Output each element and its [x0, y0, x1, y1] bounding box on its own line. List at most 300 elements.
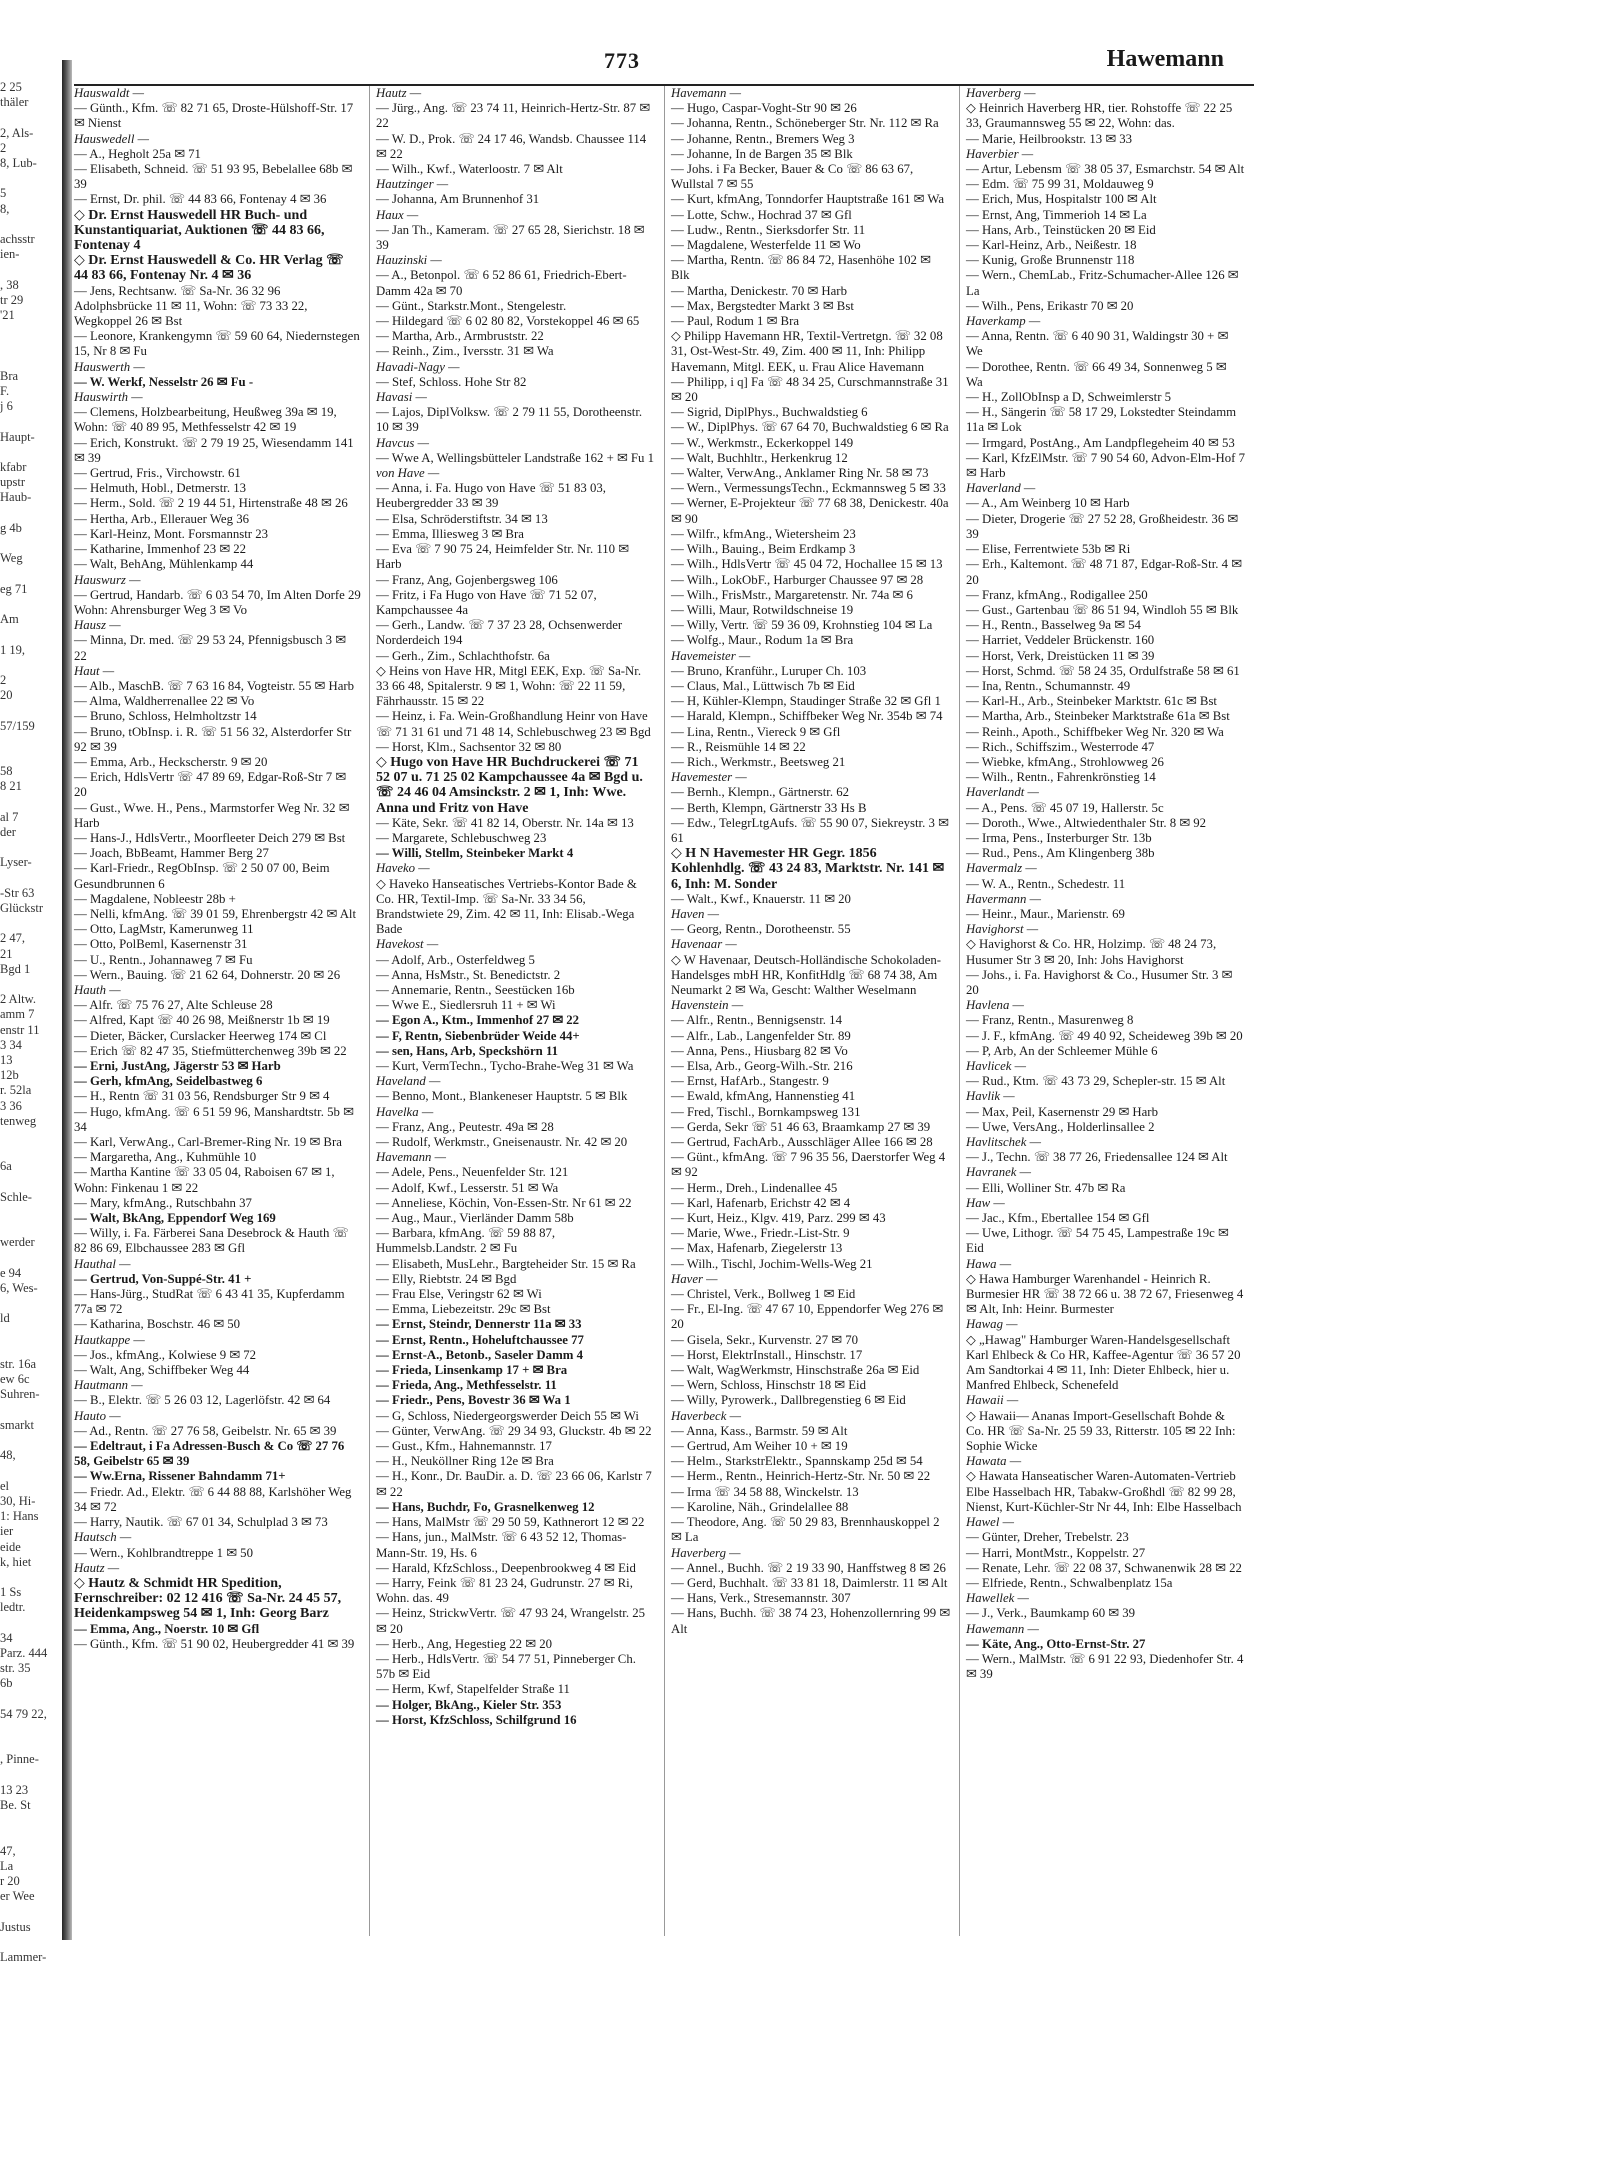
directory-entry: — A., Pens. ☏ 45 07 19, Hallerstr. 5c	[966, 800, 1164, 815]
directory-entry: — Joach, BbBeamt, Hammer Berg 27	[74, 846, 269, 861]
directory-entry: — Erich, HdlsVertr ☏ 47 89 69, Edgar-Roß-Str 7 ✉ 20	[74, 770, 347, 800]
directory-entry: — Gerd, Buchhalt. ☏ 33 81 18, Daimlerstr. 11 ✉ Alt	[671, 1575, 948, 1590]
directory-entry: — Hertha, Arb., Ellerauer Weg 36	[74, 511, 249, 526]
directory-entry: — Anna, HsMstr., St. Benedictstr. 2	[376, 967, 561, 982]
left-page-fragment: Lammer-	[0, 1949, 47, 1964]
left-page-fragment: Bra	[0, 368, 19, 383]
surname-heading: Haverkamp —	[966, 314, 1041, 329]
surname-heading: Hauth —	[74, 982, 121, 997]
left-page-fragment: '21	[0, 308, 15, 323]
directory-entry: ◇ Hautz & Schmidt HR Spedition, Fernschreiber: 02 12 416 ☏ Sa-Nr. 24 45 57, Heidenkampsweg 54 ✉ 1, Inh: Georg Barz	[74, 1575, 342, 1622]
left-page-fragment	[0, 171, 60, 186]
directory-entry: — Lotte, Schw., Hochrad 37 ✉ Gfl	[671, 207, 852, 222]
directory-entry: — Ad., Rentn. ☏ 27 76 58, Geibelstr. Nr. 65 ✉ 39	[74, 1423, 337, 1438]
directory-entry: — Magdalene, Nobleestr 28b +	[74, 891, 236, 906]
directory-entry: — W. D., Prok. ☏ 24 17 46, Wandsb. Chaussee 114 ✉ 22	[376, 131, 647, 161]
left-page-fragment	[0, 445, 60, 460]
directory-entry: — Hans, MalMstr ☏ 29 50 59, Kathnerort 12 ✉ 22	[376, 1515, 645, 1530]
directory-entry: — Ernst, Ang, Timmerioh 14 ✉ La	[966, 207, 1147, 222]
directory-entry: — Wwe E., Siedlersruh 11 + ✉ Wi	[376, 998, 556, 1013]
directory-entry: — Hugo, kfmAng. ☏ 6 51 59 96, Manshardtstr. 5b ✉ 34	[74, 1104, 354, 1134]
surname-heading: Havlena —	[966, 998, 1024, 1013]
surname-heading: Hawemann —	[966, 1621, 1039, 1636]
left-page-fragment: , 38	[0, 277, 19, 292]
left-page-fragment	[0, 840, 60, 855]
page-running-head: Hawemann	[1106, 46, 1224, 72]
directory-entry: — Horst, Schmd. ☏ 58 24 35, Ordulfstraße 58 ✉ 61	[966, 663, 1240, 678]
directory-entry: — Edm. ☏ 75 99 31, Moldauweg 9	[966, 177, 1154, 192]
left-page-fragment: Haupt-	[0, 429, 35, 444]
left-page-fragment	[0, 506, 60, 521]
left-page-fragment: tr 29	[0, 292, 24, 307]
directory-entry: — Gerda, Sekr ☏ 51 46 63, Braamkamp 27 ✉ 39	[671, 1119, 931, 1134]
directory-entry: — Jan Th., Kameram. ☏ 27 65 28, Sierichstr. 18 ✉ 39	[376, 222, 645, 253]
directory-entry: ◇ W Havenaar, Deutsch-Holländische Schokoladen-Handelsges mbH HR, KonfitHdlg ☏ 68 74 38, Am Neumarkt 2 ✉ Wa, Gescht: Walther Weselmann	[671, 952, 942, 997]
directory-entry: — Harald, Klempn., Schiffbeker Weg Nr. 354b ✉ 74	[671, 709, 943, 724]
left-page-fragment: upstr	[0, 475, 25, 490]
directory-entry: — Fred, Tischl., Bornkampsweg 131	[671, 1104, 861, 1119]
left-page-fragment: r. 52la	[0, 1083, 32, 1098]
left-page-fragment: 1: Hans	[0, 1509, 39, 1524]
directory-entry: — Dieter, Bäcker, Curslacker Heerweg 174 ✉ Cl	[74, 1028, 327, 1043]
directory-entry: — Erich, Mus, Hospitalstr 100 ✉ Alt	[966, 192, 1157, 207]
left-page-fragment	[0, 1220, 60, 1235]
surname-heading: Hauswirth —	[74, 390, 143, 405]
directory-entry: — Margaretha, Ang., Kuhmühle 10	[74, 1150, 257, 1165]
left-page-fragment: j 6	[0, 399, 13, 414]
surname-heading: Haveland —	[376, 1074, 441, 1089]
surname-heading: Haverland —	[966, 481, 1036, 496]
directory-entry: — Dieter, Drogerie ☏ 27 52 28, Großheidestr. 36 ✉ 39	[966, 511, 1239, 541]
surname-heading: Hautz —	[376, 86, 422, 100]
surname-heading: Hauswedell —	[74, 131, 150, 146]
directory-entry: — Jac., Kfm., Ebertallee 154 ✉ Gfl	[966, 1211, 1150, 1226]
surname-heading: Hausz —	[74, 618, 121, 633]
left-page-fragment	[0, 703, 60, 718]
left-page-fragment: Schle-	[0, 1189, 32, 1204]
directory-entry: ◇ Heins von Have HR, Mitgl EEK, Exp. ☏ Sa-Nr. 33 66 48, Spitalerstr. 9 ✉ 1, Wohn: ☏ 22 11 59, Fährhausstr. 15 ✉ 22	[376, 663, 642, 709]
left-page-fragment: eide	[0, 1539, 21, 1554]
directory-entry: — Lajos, DiplVolksw. ☏ 2 79 11 55, Dorotheenstr. 10 ✉ 39	[376, 405, 643, 435]
directory-entry: — Wilh., Bauing., Beim Erdkamp 3	[671, 542, 856, 557]
directory-entry: — Rich., Schiffszim., Westerrode 47	[966, 739, 1155, 754]
left-page-fragment	[0, 1342, 60, 1357]
left-page-fragment: F.	[0, 384, 10, 399]
directory-entry: — Frieda, Linsenkamp 17 + ✉ Bra	[376, 1363, 568, 1378]
left-page-fragment: er Wee	[0, 1889, 35, 1904]
left-page-fragment	[0, 1768, 60, 1783]
directory-entry: — Elise, Ferrentwiete 53b ✉ Ri	[966, 542, 1131, 557]
directory-entry: — Emma, Ang., Noerstr. 10 ✉ Gfl	[74, 1621, 260, 1636]
directory-entry: — Hans, Arb., Teinstücken 20 ✉ Eid	[966, 222, 1156, 237]
left-page-fragment: amm 7	[0, 1007, 35, 1022]
left-page-fragment	[0, 1737, 60, 1752]
directory-entry: — Katharine, Immenhof 23 ✉ 22	[74, 542, 247, 557]
directory-entry: — Otto, LagMstr, Kamerunweg 11	[74, 922, 254, 937]
directory-entry: — Hans-Jürg., StudRat ☏ 6 43 41 35, Kupferdamm 77a ✉ 72	[74, 1287, 345, 1317]
left-page-fragment: k, hiet	[0, 1554, 32, 1569]
directory-entry: — Martha, Denickestr. 70 ✉ Harb	[671, 283, 847, 298]
directory-columns	[74, 86, 1254, 1936]
directory-entry: — Clemens, Holzbearbeitung, Heußweg 39a ✉ 19, Wohn: ☏ 40 89 95, Methfesselstr 42 ✉ 19	[74, 405, 337, 435]
directory-entry: — Bruno, Kranführ., Luruper Ch. 103	[671, 663, 867, 678]
left-page-fragment: 5	[0, 186, 7, 201]
left-page-fragment: 3 34	[0, 1037, 22, 1052]
left-page-fragment: -Str 63	[0, 885, 35, 900]
directory-entry: — Magdalene, Westerfelde 11 ✉ Wo	[671, 238, 861, 253]
left-page-fragment: Glückstr	[0, 900, 44, 915]
directory-entry: — H., Neuköllner Ring 12e ✉ Bra	[376, 1454, 554, 1469]
surname-heading: Haverberg —	[966, 86, 1036, 100]
directory-entry: — Margarete, Schlebuschweg 23	[376, 830, 547, 845]
directory-entry: ◇ Hawaii— Ananas Import-Gesellschaft Bohde & Co. HR ☏ Sa-Nr. 25 59 33, Ritterstr. 105 ✉ 22 Inh: Sophie Wicke	[966, 1408, 1236, 1454]
directory-entry: — H., ZollObInsp a D, Schweimlerstr 5	[966, 390, 1172, 405]
directory-entry: — Edw., TelegrLtgAufs. ☏ 55 90 07, Siekreystr. 3 ✉ 61	[671, 815, 949, 845]
directory-entry: — Wern., Bauing. ☏ 21 62 64, Dohnerstr. 20 ✉ 26	[74, 967, 341, 982]
directory-entry: — Willy, Pyrowerk., Dallbregenstieg 6 ✉ Eid	[671, 1393, 906, 1408]
directory-entry: — W., Werkmstr., Eckerkoppel 149	[671, 435, 854, 450]
directory-entry: — Dorothee, Rentn. ☏ 66 49 34, Sonnenweg 5 ✉ Wa	[966, 359, 1227, 389]
left-page-fragment: ier	[0, 1524, 14, 1539]
surname-heading: Havranek —	[966, 1165, 1032, 1180]
directory-entry: — Horst, Klm., Sachsentor 32 ✉ 80	[376, 739, 562, 754]
directory-entry: — Fritz, i Fa Hugo von Have ☏ 71 52 07, Kampchaussee 4a	[376, 587, 597, 617]
left-page-fragment	[0, 1935, 60, 1950]
left-page-fragment: enstr 11	[0, 1022, 40, 1037]
directory-entry: — Heinz, StrickwVertr. ☏ 47 93 24, Wrangelstr. 25 ✉ 20	[376, 1606, 646, 1636]
directory-entry: — Wern, Schloss, Hinschstr 18 ✉ Eid	[671, 1378, 867, 1393]
directory-entry: — Renate, Lehr. ☏ 22 08 37, Schwanenwik 28 ✉ 22	[966, 1560, 1242, 1575]
directory-entry: — Anneliese, Köchin, Von-Essen-Str. Nr 61 ✉ 22	[376, 1195, 632, 1210]
directory-entry: — Willy, i. Fa. Färberei Sana Desebrock & Hauth ☏ 82 86 69, Elbchaussee 283 ✉ Gfl	[74, 1226, 349, 1256]
directory-entry: — Alfred, Kapt ☏ 40 26 98, Meißnerstr 1b ✉ 19	[74, 1013, 330, 1028]
directory-entry: — Mary, kfmAng., Rutschbahn 37	[74, 1195, 252, 1210]
directory-entry: — P, Arb, An der Schleemer Mühle 6	[966, 1043, 1158, 1058]
left-page-fragment: 13 23	[0, 1782, 29, 1797]
book-gutter	[62, 60, 72, 1940]
left-page-fragment	[0, 1570, 60, 1585]
directory-entry: — Kurt, Heiz., Klgv. 419, Parz. 299 ✉ 43	[671, 1211, 886, 1226]
directory-entry: — Reinh., Zim., Iversstr. 31 ✉ Wa	[376, 344, 554, 359]
directory-entry: — Hans, Verk., Stresemannstr. 307	[671, 1591, 851, 1606]
surname-heading: Haux —	[376, 207, 419, 222]
surname-heading: Havadi-Nagy —	[376, 359, 460, 374]
surname-heading: Havasi —	[376, 390, 427, 405]
surname-heading: Hautmann —	[74, 1378, 143, 1393]
left-page-edge	[0, 80, 60, 1964]
left-page-fragment	[0, 1144, 60, 1159]
directory-entry: — A., Am Weinberg 10 ✉ Harb	[966, 496, 1130, 511]
directory-entry: — Alma, Waldherrenallee 22 ✉ Vo	[74, 694, 255, 709]
directory-entry: — Helm., StarkstrElektr., Spannskamp 25d ✉ 54	[671, 1454, 923, 1469]
directory-entry: — Johanne, In de Bargen 35 ✉ Blk	[671, 146, 853, 161]
directory-entry: — Walt, Ang, Schiffbeker Weg 44	[74, 1363, 250, 1378]
directory-entry: — Erich, Konstrukt. ☏ 2 79 19 25, Wiesendamm 141 ✉ 39	[74, 435, 354, 465]
directory-entry: — Erni, JustAng, Jägerstr 53 ✉ Harb	[74, 1059, 281, 1073]
directory-entry: ◇ Dr. Ernst Hauswedell & Co. HR Verlag ☏ 44 83 66, Fontenay Nr. 4 ✉ 36	[74, 253, 344, 284]
directory-entry: — Ewald, kfmAng, Hannenstieg 41	[671, 1089, 856, 1104]
left-page-fragment	[0, 916, 60, 931]
directory-entry: — Nelli, kfmAng. ☏ 39 01 59, Ehrenbergstr 42 ✉ Alt	[74, 906, 357, 921]
directory-entry: — Alfr., Lab., Langenfelder Str. 89	[671, 1028, 851, 1043]
directory-entry: — Harry, Nautik. ☏ 67 01 34, Schulplad 3 ✉ 73	[74, 1515, 328, 1530]
left-page-fragment: 3 36	[0, 1098, 22, 1113]
directory-entry: — Harald, KfzSchloss., Deepenbrookweg 4 ✉ Eid	[376, 1560, 636, 1575]
surname-heading: Haut —	[74, 663, 115, 678]
directory-entry: — Herm, Kwf, Stapelfelder Straße 11	[376, 1682, 570, 1697]
directory-entry: — Martha Kantine ☏ 33 05 04, Raboisen 67 ✉ 1, Wohn: Finkenau 1 ✉ 22	[74, 1165, 335, 1195]
directory-entry: — Wern., Kohlbrandtreppe 1 ✉ 50	[74, 1545, 253, 1560]
left-page-fragment: 48,	[0, 1448, 16, 1463]
directory-entry: — Hildegard ☏ 6 02 80 82, Vorstekoppel 46 ✉ 65	[376, 314, 640, 329]
directory-entry: — Gertrud, Von-Suppé-Str. 41 +	[74, 1271, 252, 1286]
directory-entry: — Rich., Werkmstr., Beetsweg 21	[671, 754, 846, 769]
left-page-fragment: Bgd 1	[0, 961, 31, 976]
directory-entry: — Adolf, Kwf., Lesserstr. 51 ✉ Wa	[376, 1180, 559, 1195]
directory-entry: — Gertrud, Fris., Virchowstr. 61	[74, 466, 241, 481]
directory-entry: — Georg, Rentn., Dorotheenstr. 55	[671, 922, 851, 937]
left-page-fragment: ien-	[0, 247, 20, 262]
directory-entry: — Elly, Riebtstr. 24 ✉ Bgd	[376, 1271, 517, 1286]
surname-heading: Havlitschek —	[966, 1135, 1041, 1150]
directory-entry: — Wilh., Rentn., Fahrenkrönstieg 14	[966, 770, 1156, 785]
directory-entry: — Karl, Hafenarb, Erichstr 42 ✉ 4	[671, 1195, 851, 1210]
left-page-fragment	[0, 658, 60, 673]
directory-entry: — Martha, Arb., Steinbeker Marktstraße 61a ✉ Bst	[966, 709, 1230, 724]
directory-entry: — Ludw., Rentn., Sierksdorfer Str. 11	[671, 222, 866, 237]
directory-entry: — Karl, VerwAng., Carl-Bremer-Ring Nr. 19 ✉ Bra	[74, 1135, 342, 1150]
directory-entry: — Wilh., Pens, Erikastr 70 ✉ 20	[966, 298, 1134, 313]
directory-entry: — Gertrud, Am Weiher 10 + ✉ 19	[671, 1439, 848, 1454]
directory-entry: — Rud., Ktm. ☏ 43 73 29, Schepler-str. 15 ✉ Alt	[966, 1074, 1226, 1089]
left-page-fragment	[0, 977, 60, 992]
directory-entry: — Christel, Verk., Bollweg 1 ✉ Eid	[671, 1287, 856, 1302]
directory-entry: — Max, Bergstedter Markt 3 ✉ Bst	[671, 298, 854, 313]
left-page-fragment: 6a	[0, 1159, 12, 1174]
left-page-fragment: 47,	[0, 1843, 16, 1858]
left-page-fragment: ld	[0, 1311, 10, 1326]
directory-entry: — H., Konr., Dr. BauDir. a. D. ☏ 23 66 06, Karlstr 7 ✉ 22	[376, 1469, 652, 1499]
directory-entry: — Helmuth, Hobl., Detmerstr. 13	[74, 481, 247, 496]
surname-heading: Hauswaldt —	[74, 86, 145, 100]
left-page-fragment	[0, 354, 60, 369]
left-page-fragment: str. 16a	[0, 1357, 37, 1372]
left-page-fragment: Am	[0, 612, 19, 627]
left-page-fragment: 30, Hi-	[0, 1493, 36, 1508]
surname-heading: Haw —	[966, 1195, 1005, 1210]
left-page-fragment: al 7	[0, 809, 19, 824]
directory-entry: — Willy, Vertr. ☏ 59 36 09, Krohnstieg 104 ✉ La	[671, 618, 933, 633]
directory-entry: — Gerh., Zim., Schlachthofstr. 6a	[376, 648, 550, 663]
surname-heading: Havemester —	[671, 770, 747, 785]
left-page-fragment: 1 19,	[0, 642, 25, 657]
directory-entry: — J., Verk., Baumkamp 60 ✉ 39	[966, 1606, 1136, 1621]
directory-entry: — Erh., Kaltemont. ☏ 48 71 87, Edgar-Roß-Str. 4 ✉ 20	[966, 557, 1242, 587]
directory-entry: — Eva ☏ 7 90 75 24, Heimfelder Str. Nr. 110 ✉ Harb	[376, 542, 630, 572]
directory-entry: — Wilh., LokObF., Harburger Chaussee 97 ✉ 28	[671, 572, 924, 587]
directory-entry: — B., Elektr. ☏ 5 26 03 12, Lagerlöfstr. 42 ✉ 64	[74, 1393, 331, 1408]
surname-heading: Hauzinski —	[376, 253, 442, 268]
directory-entry: — J. F., kfmAng. ☏ 49 40 92, Scheideweg 39b ✉ 20	[966, 1028, 1243, 1043]
directory-entry: — Franz, Ang., Peutestr. 49a ✉ 28	[376, 1119, 554, 1134]
surname-heading: Havelka —	[376, 1104, 434, 1119]
left-page-fragment: 2 Altw.	[0, 992, 36, 1007]
surname-heading: Haverbeck —	[671, 1408, 741, 1423]
directory-entry: ◇ „Hawag" Hamburger Waren-Handelsgesellschaft Karl Ehlbeck & Co HR, Kaffee-Agentur ☏ 36 57 20 Am Sandtorkai 4 ✉ 11, Inh: Dieter Ehlbeck, hier u. Manfred Ehlbeck, Schenefeld	[966, 1332, 1241, 1393]
left-page-fragment: str. 35	[0, 1661, 31, 1676]
directory-entry: — Karl-Friedr., RegObInsp. ☏ 2 50 07 00, Beim Gesundbrunnen 6	[74, 861, 330, 891]
directory-entry: — Martha, Arb., Armbruststr. 22	[376, 329, 544, 344]
left-page-fragment: ledtr.	[0, 1600, 26, 1615]
directory-entry: — Emma, Arb., Heckscherstr. 9 ✉ 20	[74, 754, 268, 769]
surname-heading: Hawellek —	[966, 1591, 1029, 1606]
directory-entry: — Stef, Schloss. Hohe Str 82	[376, 374, 527, 389]
directory-entry: — Max, Peil, Kasernenstr 29 ✉ Harb	[966, 1104, 1158, 1119]
directory-entry: — Günt., kfmAng. ☏ 7 96 35 56, Daerstorfer Weg 4 ✉ 92	[671, 1150, 946, 1180]
left-page-fragment: 13	[0, 1053, 13, 1067]
left-page-fragment: 2	[0, 672, 7, 687]
directory-entry: — Günth., Kfm. ☏ 51 90 02, Heubergredder 41 ✉ 39	[74, 1636, 355, 1651]
directory-entry: — Jos., kfmAng., Kolwiese 9 ✉ 72	[74, 1347, 257, 1362]
directory-entry: — Elsa, Arb., Georg-Wilh.-Str. 216	[671, 1059, 853, 1073]
left-page-fragment: Weg	[0, 551, 23, 566]
left-page-fragment: La	[0, 1858, 14, 1873]
directory-entry: — Karl-H., Arb., Steinbeker Marktstr. 61c ✉ Bst	[966, 694, 1217, 709]
left-page-fragment: e 94	[0, 1265, 22, 1280]
left-page-fragment	[0, 323, 60, 338]
left-page-fragment: Justus	[0, 1919, 31, 1934]
left-page-fragment: 2	[0, 140, 7, 155]
directory-entry: — Hans-J., HdlsVertr., Moorfleeter Deich 279 ✉ Bst	[74, 830, 346, 845]
directory-entry: ◇ Dr. Ernst Hauswedell HR Buch- und Kunstantiquariat, Auktionen ☏ 44 83 66, Fontenay 4	[74, 207, 325, 254]
directory-entry: — Sigrid, DiplPhys., Buchwaldstieg 6	[671, 405, 868, 420]
directory-entry: — Wwe A, Wellingsbütteler Landstraße 162 + ✉ Fu 1	[376, 450, 655, 465]
directory-entry: — Anna, Rentn. ☏ 6 40 90 31, Waldingstr 30 + ✉ We	[966, 329, 1229, 359]
directory-entry: ◇ Havighorst & Co. HR, Holzimp. ☏ 48 24 73, Husumer Str 3 ✉ 20, Inh: Johs Havighorst	[966, 937, 1217, 967]
directory-entry: — Ww.Erna, Rissener Bahndamm 71+	[74, 1469, 286, 1484]
left-page-fragment: Parz. 444	[0, 1645, 48, 1660]
left-page-fragment: kfabr	[0, 460, 27, 475]
page-number: 773	[604, 48, 640, 73]
directory-entry: — Max, Hafenarb, Ziegelerstr 13	[671, 1241, 843, 1256]
directory-entry: — Walt., Kwf., Knauerstr. 11 ✉ 20	[671, 891, 851, 906]
left-page-fragment	[0, 597, 60, 612]
left-page-fragment	[0, 110, 60, 125]
directory-entry: — H., Rentn ☏ 31 03 56, Rendsburger Str 9 ✉ 4	[74, 1089, 330, 1104]
directory-entry: — Adolf, Arb., Osterfeldweg 5	[376, 952, 535, 967]
directory-entry: — Karl-Heinz, Arb., Neißestr. 18	[966, 238, 1137, 253]
directory-entry: — Franz, Ang, Gojenbergsweg 106	[376, 572, 558, 587]
directory-entry: — Gertrud, Handarb. ☏ 6 03 54 70, Im Alten Dorfe 29 Wohn: Ahrensburger Weg 3 ✉ Vo	[74, 587, 361, 617]
directory-entry: — Martha, Rentn. ☏ 86 84 72, Hasenhöhe 102 ✉ Blk	[671, 253, 931, 283]
directory-entry: — A., Hegholt 25a ✉ 71	[74, 146, 201, 161]
surname-heading: Hawaii —	[966, 1393, 1019, 1408]
directory-entry: — Willi, Maur, Rotwildschneise 19	[671, 602, 854, 617]
surname-heading: Hautzinger —	[376, 177, 449, 192]
left-page-fragment: 2, Als-	[0, 125, 34, 140]
left-page-fragment: Suhren-	[0, 1387, 40, 1402]
directory-entry: — Ernst, HafArb., Stangestr. 9	[671, 1074, 829, 1089]
left-page-fragment	[0, 749, 60, 764]
directory-entry: — Wern., MalMstr. ☏ 6 91 22 93, Diedenhofer Str. 4 ✉ 39	[966, 1651, 1244, 1682]
directory-entry: — Ina, Rentn., Schumannstr. 49	[966, 678, 1131, 693]
directory-entry: — Johs. i Fa Becker, Bauer & Co ☏ 86 63 67, Wullstal 7 ✉ 55	[671, 162, 914, 192]
column-2	[369, 86, 656, 1936]
directory-entry: — Philipp, i q] Fa ☏ 48 34 25, Curschmannstraße 31 ✉ 20	[671, 374, 949, 405]
left-page-fragment	[0, 871, 60, 886]
directory-entry: — Marie, Wwe., Friedr.-List-Str. 9	[671, 1226, 850, 1241]
directory-entry: — Annemarie, Rentn., Seestücken 16b	[376, 982, 575, 997]
left-page-fragment: der	[0, 824, 16, 839]
directory-entry: — Walt, BehAng, Mühlenkamp 44	[74, 557, 254, 572]
directory-entry: — Uwe, VersAng., Holderlinsallee 2	[966, 1119, 1155, 1134]
directory-entry: — Bruno, tObInsp. i. R. ☏ 51 56 32, Alsterdorfer Str 92 ✉ 39	[74, 724, 352, 754]
directory-entry: — Herb., HdlsVertr. ☏ 54 77 51, Pinneberger Ch. 57b ✉ Eid	[376, 1651, 636, 1682]
left-page-fragment: ew 6c	[0, 1372, 30, 1387]
directory-entry: — Reinh., Apoth., Schiffbeker Weg Nr. 320 ✉ Wa	[966, 724, 1224, 739]
left-page-fragment: el	[0, 1478, 10, 1493]
left-page-fragment: 8, Lub-	[0, 156, 37, 171]
left-page-fragment	[0, 627, 60, 642]
directory-entry: — Benno, Mont., Blankeneser Hauptstr. 5 ✉ Blk	[376, 1089, 628, 1104]
left-page-fragment: 2 47,	[0, 931, 25, 946]
directory-entry: — Franz, Rentn., Masurenweg 8	[966, 1013, 1134, 1028]
left-page-fragment	[0, 1463, 60, 1478]
column-4	[959, 86, 1246, 1936]
directory-entry: — R., Reismühle 14 ✉ 22	[671, 739, 806, 754]
left-page-fragment	[0, 1616, 60, 1631]
surname-heading: Havenstein —	[671, 998, 744, 1013]
left-page-fragment: 2 25	[0, 80, 22, 94]
surname-heading: Hautsch —	[74, 1530, 132, 1545]
directory-entry: — Harriet, Veddeler Brückenstr. 160	[966, 633, 1155, 648]
left-page-fragment	[0, 1129, 60, 1144]
directory-entry: — Horst, ElektrInstall., Hinschstr. 17	[671, 1347, 863, 1362]
directory-entry: — Gertrud, FachArb., Ausschläger Allee 166 ✉ 28	[671, 1135, 933, 1150]
left-page-fragment: Haub-	[0, 490, 32, 505]
directory-entry: — Holger, BkAng., Kieler Str. 353	[376, 1697, 562, 1712]
left-page-fragment: smarkt	[0, 1417, 35, 1432]
left-page-fragment: r 20	[0, 1873, 20, 1888]
left-page-fragment: 34	[0, 1630, 13, 1645]
directory-entry: — Harry, Feink ☏ 81 23 24, Gudrunstr. 27 ✉ Ri, Wohn. das. 49	[376, 1575, 633, 1606]
directory-entry: — Alb., MaschB. ☏ 7 63 16 84, Vogteistr. 55 ✉ Harb	[74, 678, 355, 693]
column-3	[664, 86, 951, 1936]
directory-entry: — Gerh., Landw. ☏ 7 37 23 28, Ochsenwerder Norderdeich 194	[376, 618, 623, 648]
surname-heading: Hauto —	[74, 1408, 121, 1423]
directory-entry: — Kurt, kfmAng, Tonndorfer Hauptstraße 161 ✉ Wa	[671, 192, 945, 207]
directory-entry: — Minna, Dr. med. ☏ 29 53 24, Pfennigsbusch 3 ✉ 22	[74, 633, 346, 663]
directory-entry: — Günth., Kfm. ☏ 82 71 65, Droste-Hülshoff-Str. 17 ✉ Nienst	[74, 101, 354, 131]
directory-entry: — Theodore, Ang. ☏ 50 29 83, Brennhauskoppel 2 ✉ La	[671, 1515, 940, 1545]
directory-entry: — Kurt, VermTechn., Tycho-Brahe-Weg 31 ✉ Wa	[376, 1059, 634, 1073]
surname-heading: Haverlandt —	[966, 785, 1039, 800]
left-page-fragment: 1 Ss	[0, 1585, 22, 1600]
left-page-fragment	[0, 1251, 60, 1266]
directory-entry: — Berth, Klempn, Gärtnerstr 33 Hs B	[671, 800, 867, 815]
surname-heading: Hauswerth —	[74, 359, 145, 374]
left-page-fragment: g 4b	[0, 520, 22, 535]
surname-heading: Havemann —	[671, 86, 742, 100]
directory-entry: — Harri, MontMstr., Koppelstr. 27	[966, 1545, 1146, 1560]
directory-entry: — Ernst, Steindr, Dennerstr 11a ✉ 33	[376, 1317, 582, 1332]
surname-heading: Havermalz —	[966, 861, 1037, 876]
directory-entry: — Wilh., Tischl, Jochim-Wells-Weg 21	[671, 1256, 873, 1271]
left-page-fragment: achsstr	[0, 232, 35, 247]
directory-entry: — Otto, PolBeml, Kasernenstr 31	[74, 937, 248, 952]
left-page-fragment	[0, 1828, 60, 1843]
directory-entry: — Hans, Buchh. ☏ 38 74 23, Hohenzollernring 99 ✉ Alt	[671, 1606, 951, 1636]
